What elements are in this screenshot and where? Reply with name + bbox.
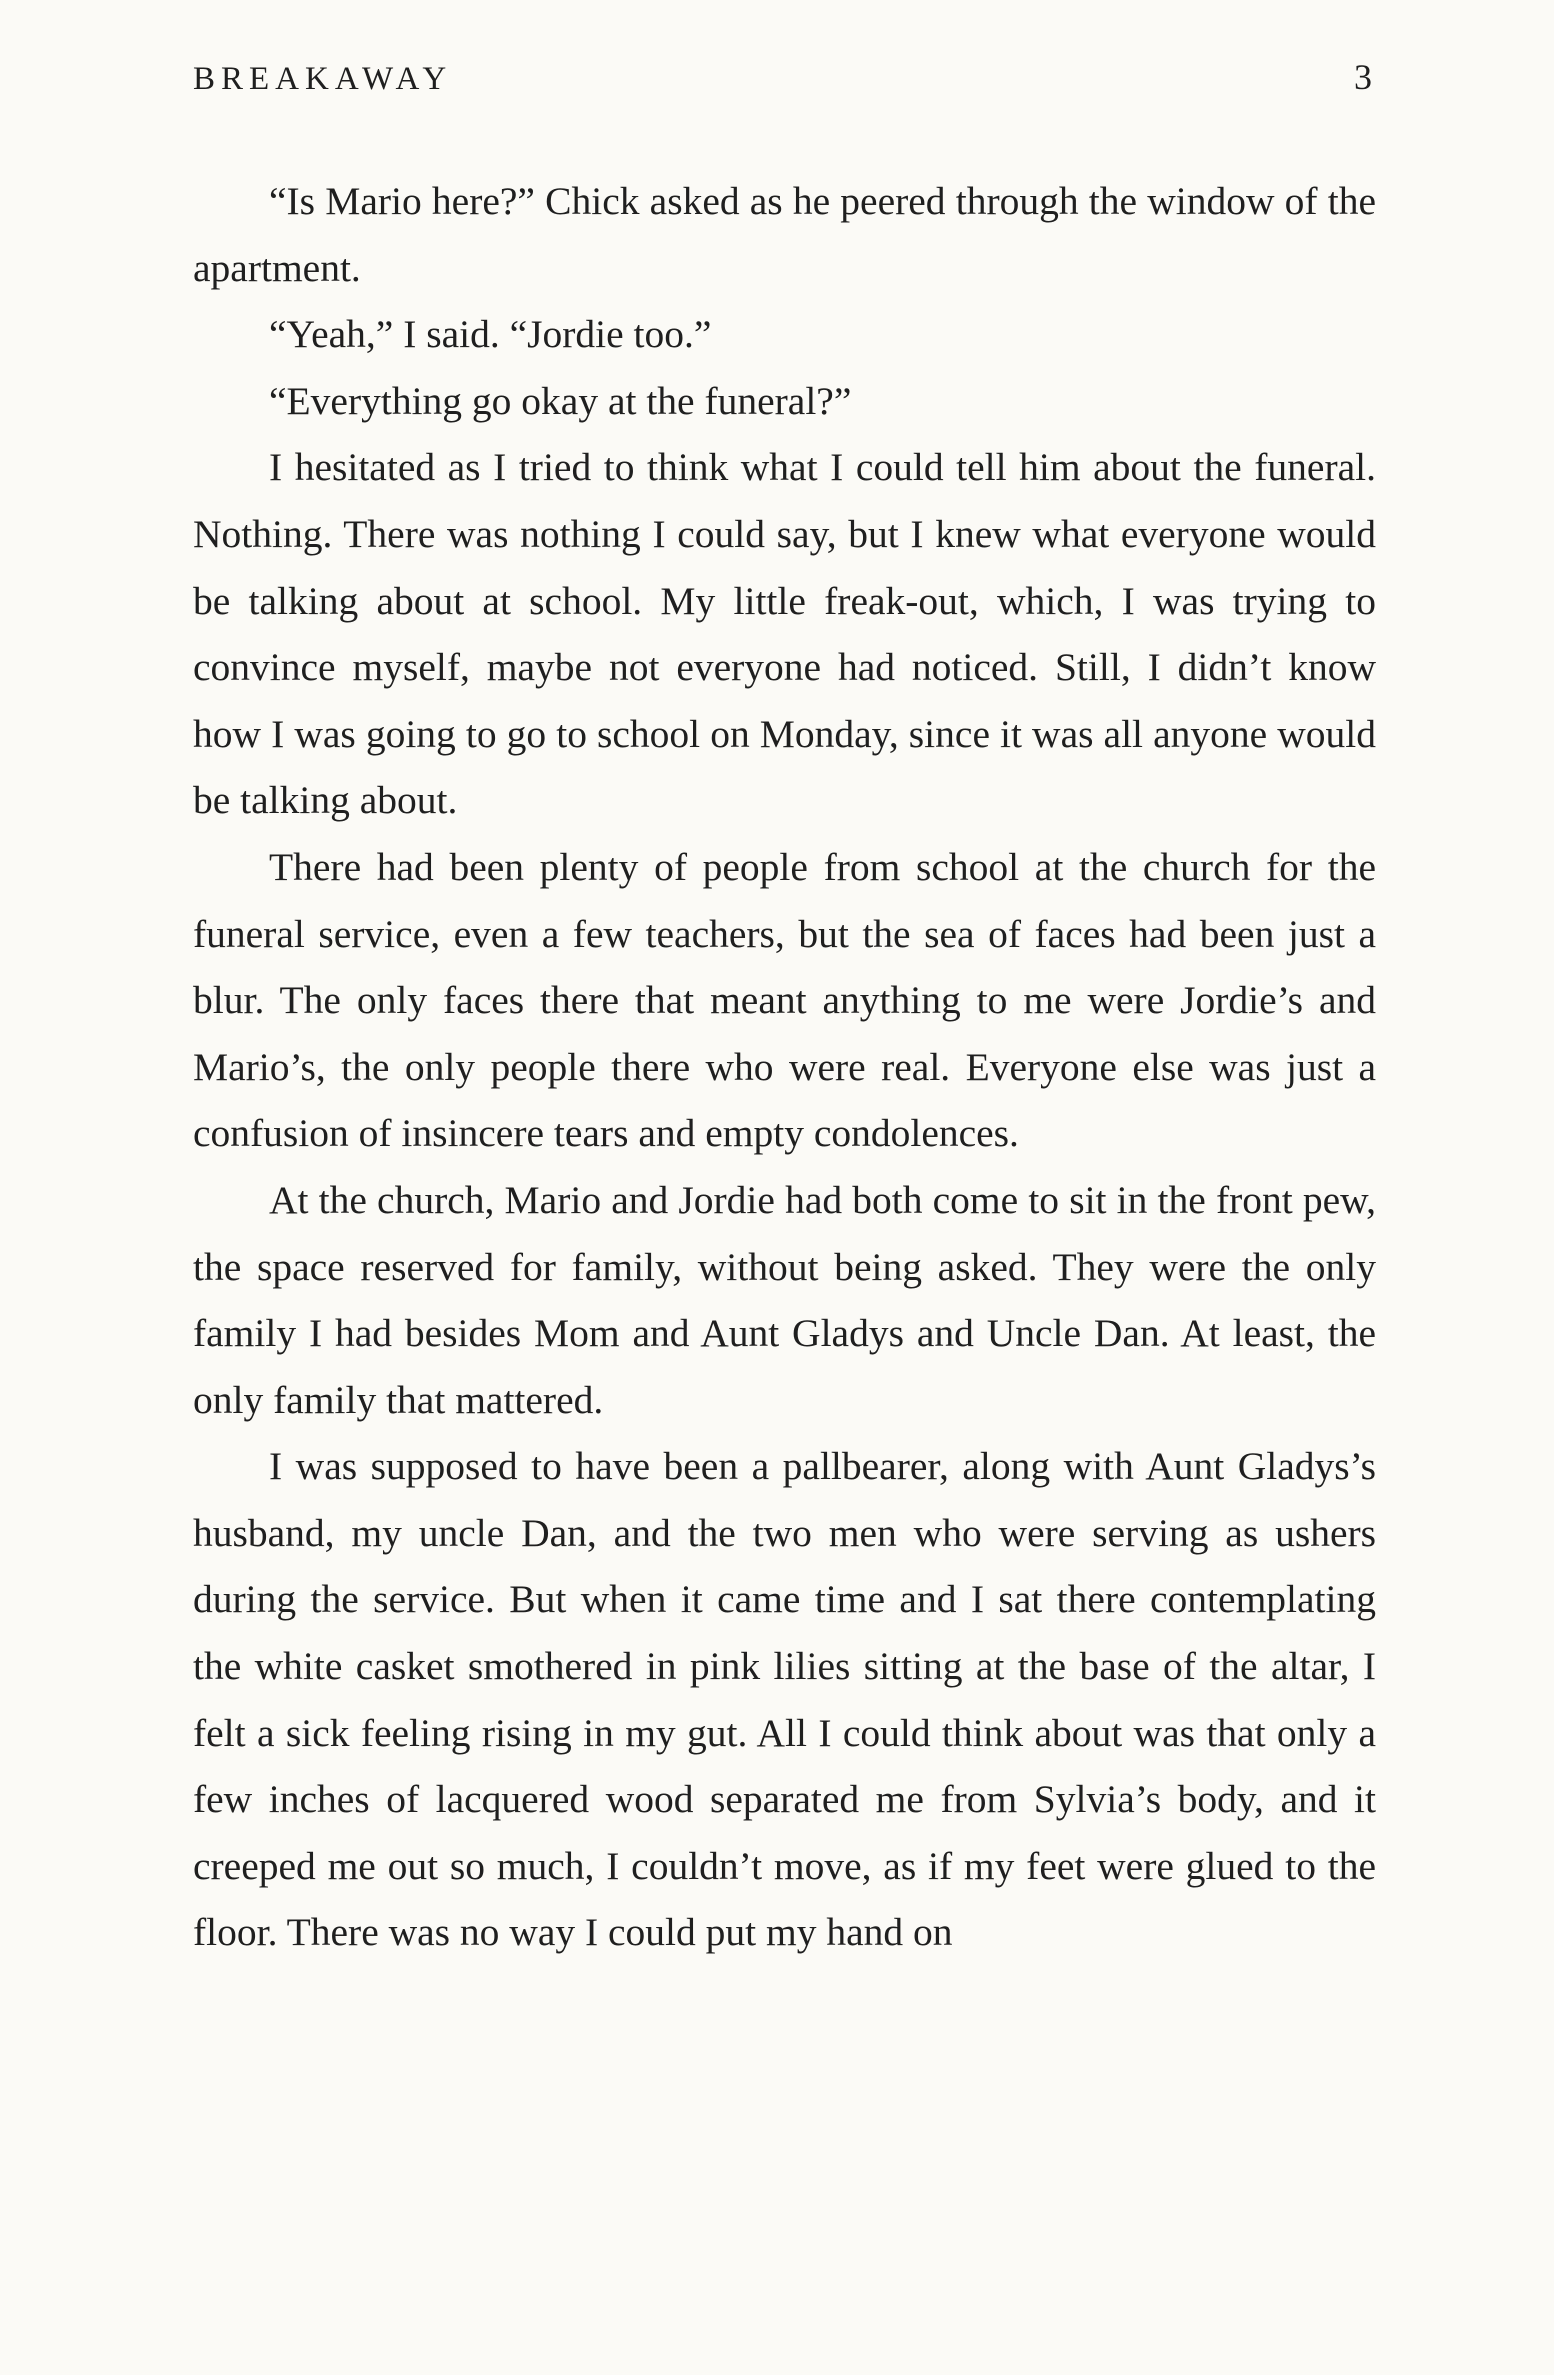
page-number: 3 <box>1354 57 1372 97</box>
paragraph: I was supposed to have been a pallbearer, along with Aunt Gladys’s husband, my uncle Dan, and the two men who were serving as ushers during the service. But when it came time and I sat there contemplating the white casket smothered in pink lilies sitting at the base of the altar, I felt a sick feeling rising in my gut. All I could think about was that only a few inches of lacquered wood separated me from Sylvia’s body, and it creeped me out so much, I couldn’t move, as if my feet were glued to the floor. There was no way I could put my hand on <box>193 1444 1376 1955</box>
book-title: BREAKAWAY <box>193 61 453 97</box>
book-page <box>193 56 1376 1966</box>
paragraph: At the church, Mario and Jordie had both come to sit in the front pew, the space reserved for family, without being asked. They were the only family I had besides Mom and Aunt Gladys and Uncle Dan. At least, the only family that mattered. <box>193 1177 1376 1422</box>
paragraph: “Everything go okay at the funeral?” <box>269 378 852 423</box>
body-text <box>193 168 1376 1966</box>
paragraph: There had been plenty of people from school at the church for the funeral service, even a few teachers, but the sea of faces had been just a blur. The only faces there that meant anything to me were Jordie’s and Mario’s, the only people there who were real. Everyone else was just a confusion of insincere tears and empty condolences. <box>193 844 1376 1156</box>
paragraph: I hesitated as I tried to think what I could tell him about the funeral. Nothing. There was nothing I could say, but I knew what everyone would be talking about at school. My little freak-out, which, I was trying to convince myself, maybe not everyone had noticed. Still, I didn’t know how I was going to go to school on Monday, since it was all anyone would be talking about. <box>193 445 1376 823</box>
paragraph: “Is Mario here?” Chick asked as he peered through the window of the apartment. <box>193 179 1376 290</box>
running-head <box>193 56 1376 112</box>
paragraph: “Yeah,” I said. “Jordie too.” <box>269 312 712 357</box>
